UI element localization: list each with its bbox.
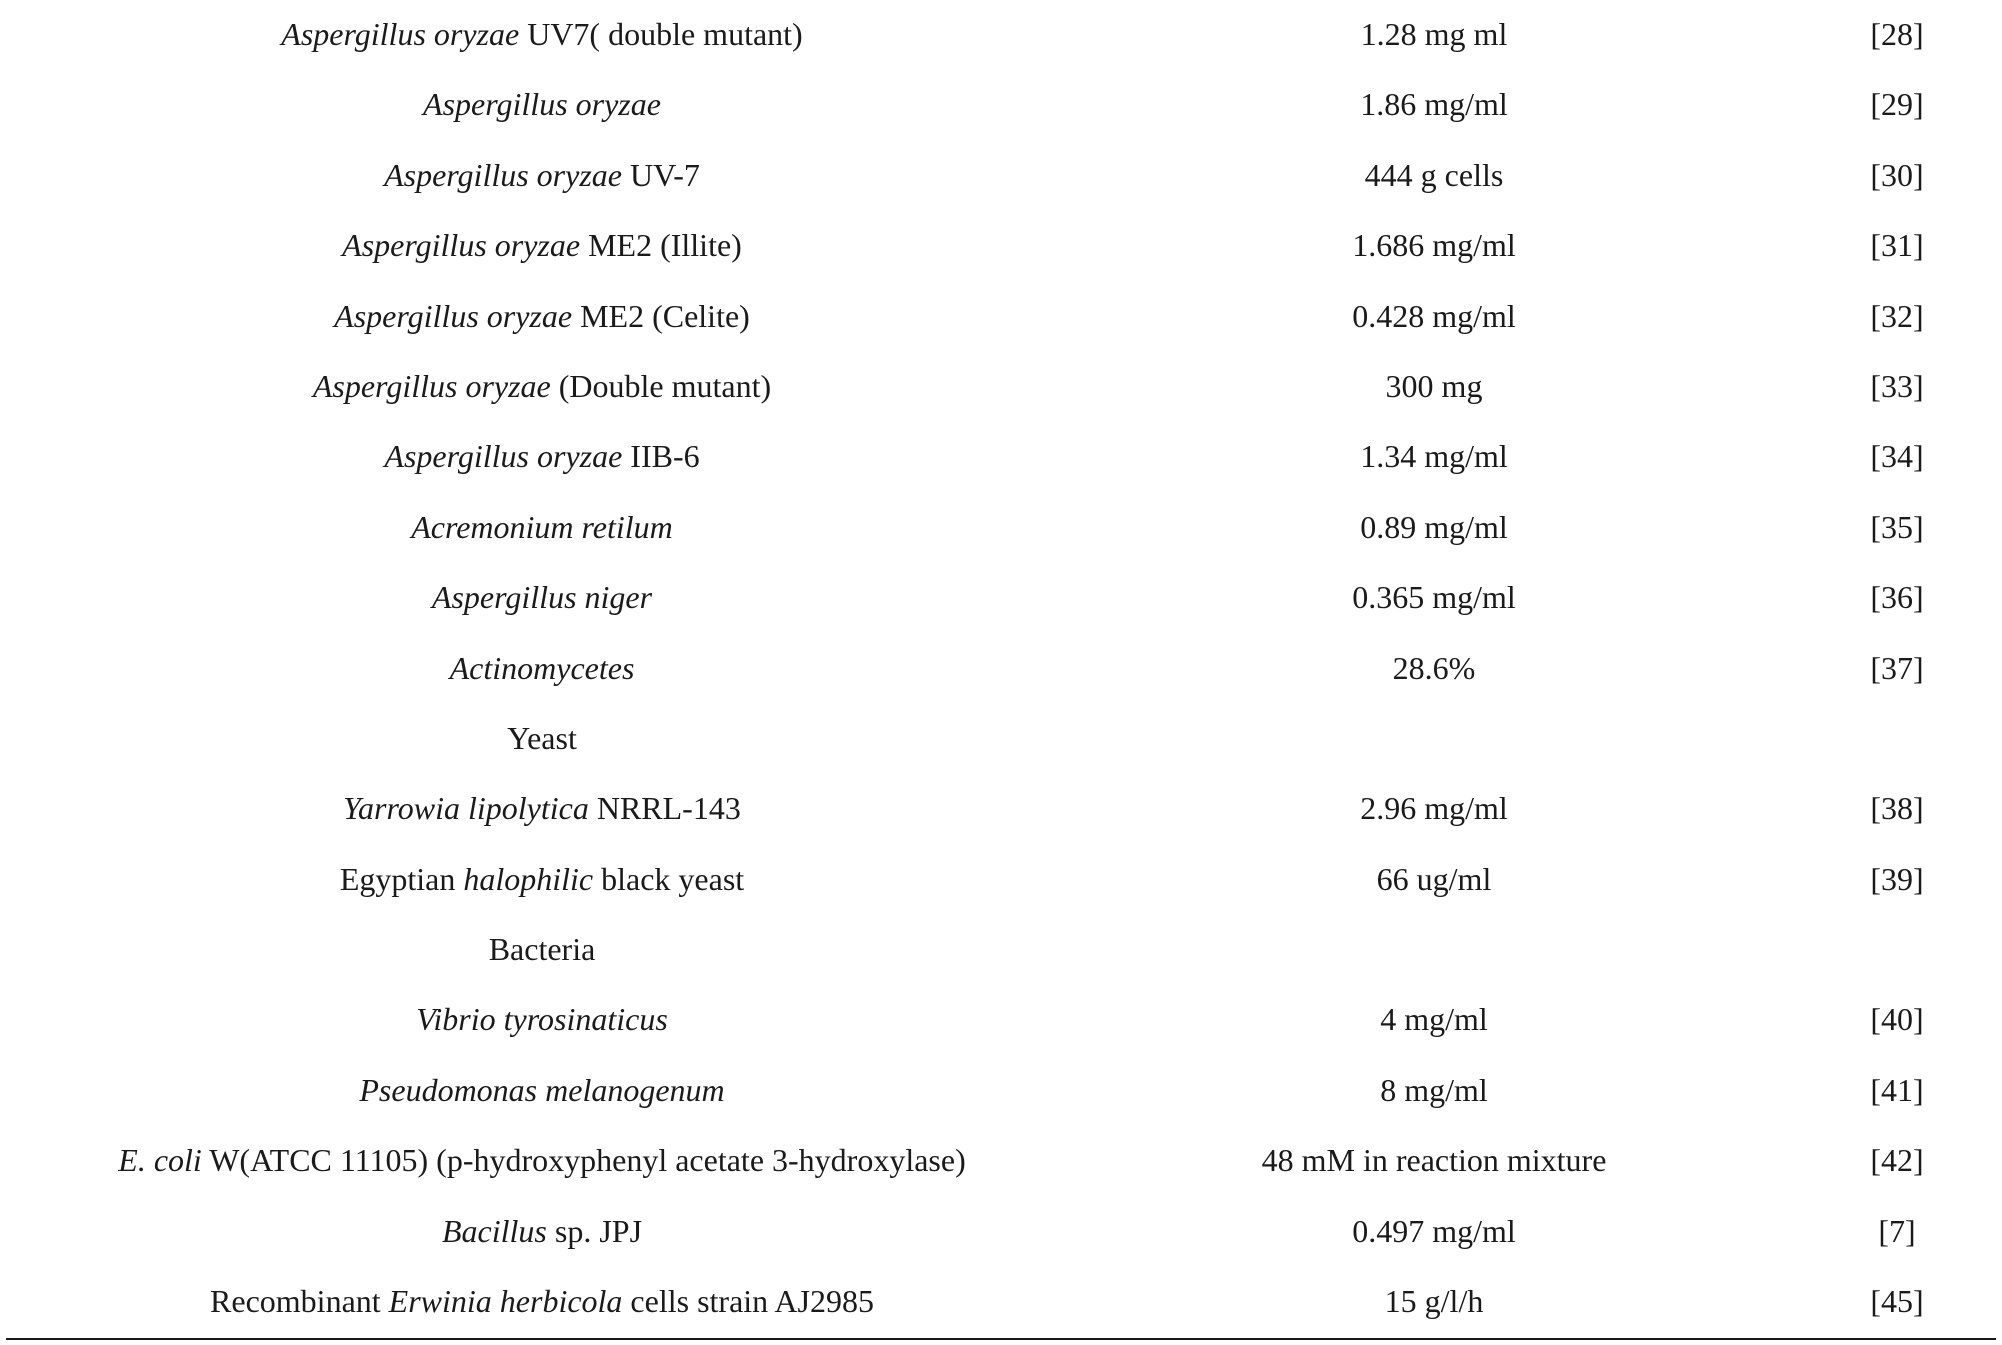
yield-cell: 1.28 mg ml xyxy=(1360,16,1508,52)
organism-suffix: ME2 (Illite) xyxy=(580,227,742,264)
yield-cell: 15 g/l/h xyxy=(1384,1283,1484,1320)
organism-cell xyxy=(281,18,802,50)
yield-cell: 48 mM in reaction mixture xyxy=(1261,1142,1607,1179)
table-row xyxy=(0,282,2002,352)
yield-cell: 444 g cells xyxy=(1364,156,1504,193)
yield-cell: 0.428 mg/ml xyxy=(1352,297,1516,334)
reference-cell: [45] xyxy=(1870,1283,1924,1320)
organism-cell xyxy=(431,579,653,616)
organism-cell xyxy=(449,649,635,686)
reference-cell: [33] xyxy=(1870,367,1924,404)
yield-cell: 1.34 mg/ml xyxy=(1360,438,1508,475)
reference-cell: [7] xyxy=(1878,1212,1916,1249)
yield-cell: 0.89 mg/ml xyxy=(1360,508,1508,545)
organism-cell xyxy=(118,1142,966,1179)
table-row xyxy=(0,141,2002,211)
category-label: Yeast xyxy=(507,719,577,756)
category-label: Bacteria xyxy=(488,931,596,968)
organism-cell xyxy=(416,1001,668,1038)
table-row xyxy=(0,563,2002,633)
yield-cell: 28.6% xyxy=(1392,649,1476,686)
reference-cell: [32] xyxy=(1870,297,1924,334)
organism-cell xyxy=(312,367,772,404)
table-row xyxy=(0,422,2002,492)
organism-cell xyxy=(384,438,700,475)
table-row xyxy=(0,845,2002,915)
organism-name-italic: Aspergillus oryzae xyxy=(423,86,661,123)
organism-cell xyxy=(423,86,661,123)
table-row xyxy=(0,0,2002,70)
organism-prefix: Egyptian xyxy=(339,860,464,897)
reference-cell: [42] xyxy=(1870,1142,1924,1179)
organism-cell xyxy=(342,227,742,264)
organism-name-italic: Aspergillus niger xyxy=(431,579,653,616)
table-row xyxy=(0,634,2002,704)
organism-name-italic: E. coli xyxy=(118,1142,202,1179)
organism-name-italic: Aspergillus oryzae xyxy=(342,227,581,264)
organism-cell xyxy=(384,156,700,193)
yield-cell: 0.497 mg/ml xyxy=(1352,1212,1516,1249)
table-row xyxy=(0,70,2002,140)
organism-suffix: UV7( double mutant) xyxy=(519,16,803,52)
organism-name-italic: Aspergillus oryzae xyxy=(312,367,551,404)
organism-suffix: W(ATCC 11105) (p-hydroxyphenyl acetate 3-hydroxylase) xyxy=(201,1142,966,1179)
table-row xyxy=(0,1197,2002,1267)
reference-cell: [28] xyxy=(1870,16,1924,52)
organism-name-italic: Aspergillus oryzae xyxy=(384,438,623,475)
organism-name-italic: Aspergillus oryzae xyxy=(334,297,573,334)
reference-cell: [29] xyxy=(1870,86,1924,123)
yield-cell: 66 ug/ml xyxy=(1376,860,1492,897)
organism-suffix: sp. JPJ xyxy=(546,1212,643,1249)
organism-name-italic: Pseudomonas melanogenum xyxy=(359,1071,725,1108)
category-heading xyxy=(507,719,577,756)
organism-cell xyxy=(343,790,741,827)
organism-cell xyxy=(411,508,673,545)
table-row xyxy=(0,1126,2002,1196)
reference-cell: [41] xyxy=(1870,1071,1924,1108)
organism-suffix: ME2 (Celite) xyxy=(572,297,750,334)
table-row xyxy=(0,352,2002,422)
yield-cell: 2.96 mg/ml xyxy=(1360,790,1508,827)
organism-suffix: UV-7 xyxy=(621,156,700,193)
organism-name-italic: Yarrowia lipolytica xyxy=(343,790,589,827)
reference-cell: [36] xyxy=(1870,579,1924,616)
organism-name-italic: Vibrio tyrosinaticus xyxy=(416,1001,668,1038)
table-row-category xyxy=(0,704,2002,774)
table-row xyxy=(0,1056,2002,1126)
organism-name-italic: Aspergillus oryzae xyxy=(384,156,622,193)
organism-name-italic: Actinomycetes xyxy=(449,649,635,686)
organism-name-italic: halophilic xyxy=(463,860,594,897)
table-row xyxy=(0,1267,2002,1337)
category-heading xyxy=(488,931,596,968)
reference-cell: [39] xyxy=(1870,860,1924,897)
organism-name-italic: Bacillus xyxy=(441,1212,547,1249)
reference-cell: [38] xyxy=(1870,790,1924,827)
table-row xyxy=(0,985,2002,1055)
organism-cell xyxy=(210,1283,874,1320)
yield-cell: 300 mg xyxy=(1385,367,1483,404)
reference-cell: [30] xyxy=(1870,156,1924,193)
yield-cell: 1.86 mg/ml xyxy=(1360,86,1508,123)
table-row xyxy=(0,774,2002,844)
reference-cell: [35] xyxy=(1870,508,1924,545)
yield-cell: 8 mg/ml xyxy=(1380,1071,1488,1108)
organism-suffix: cells strain AJ2985 xyxy=(622,1283,874,1320)
organism-cell xyxy=(339,860,745,897)
table-row xyxy=(0,211,2002,281)
reference-cell: [40] xyxy=(1870,1001,1924,1038)
organism-name-italic: Acremonium retilum xyxy=(411,508,673,545)
organism-suffix: (Double mutant) xyxy=(550,367,772,404)
table-row-category xyxy=(0,915,2002,985)
organism-name-italic: Aspergillus oryzae xyxy=(281,16,520,52)
table-bottom-rule xyxy=(6,1338,1996,1340)
organism-suffix: NRRL-143 xyxy=(588,790,741,827)
organism-cell xyxy=(359,1071,725,1108)
organism-suffix: IIB-6 xyxy=(622,438,700,475)
organism-prefix: Recombinant xyxy=(210,1283,389,1320)
yield-cell: 4 mg/ml xyxy=(1380,1001,1488,1038)
reference-cell: [37] xyxy=(1870,649,1924,686)
organism-cell xyxy=(441,1212,643,1249)
organism-name-italic: Erwinia herbicola xyxy=(388,1283,623,1320)
organism-suffix: black yeast xyxy=(593,860,745,897)
organism-cell xyxy=(334,297,750,334)
yield-cell: 0.365 mg/ml xyxy=(1352,579,1516,616)
yield-cell: 1.686 mg/ml xyxy=(1352,227,1516,264)
reference-cell: [31] xyxy=(1870,227,1924,264)
table-row xyxy=(0,493,2002,563)
reference-cell: [34] xyxy=(1870,438,1924,475)
